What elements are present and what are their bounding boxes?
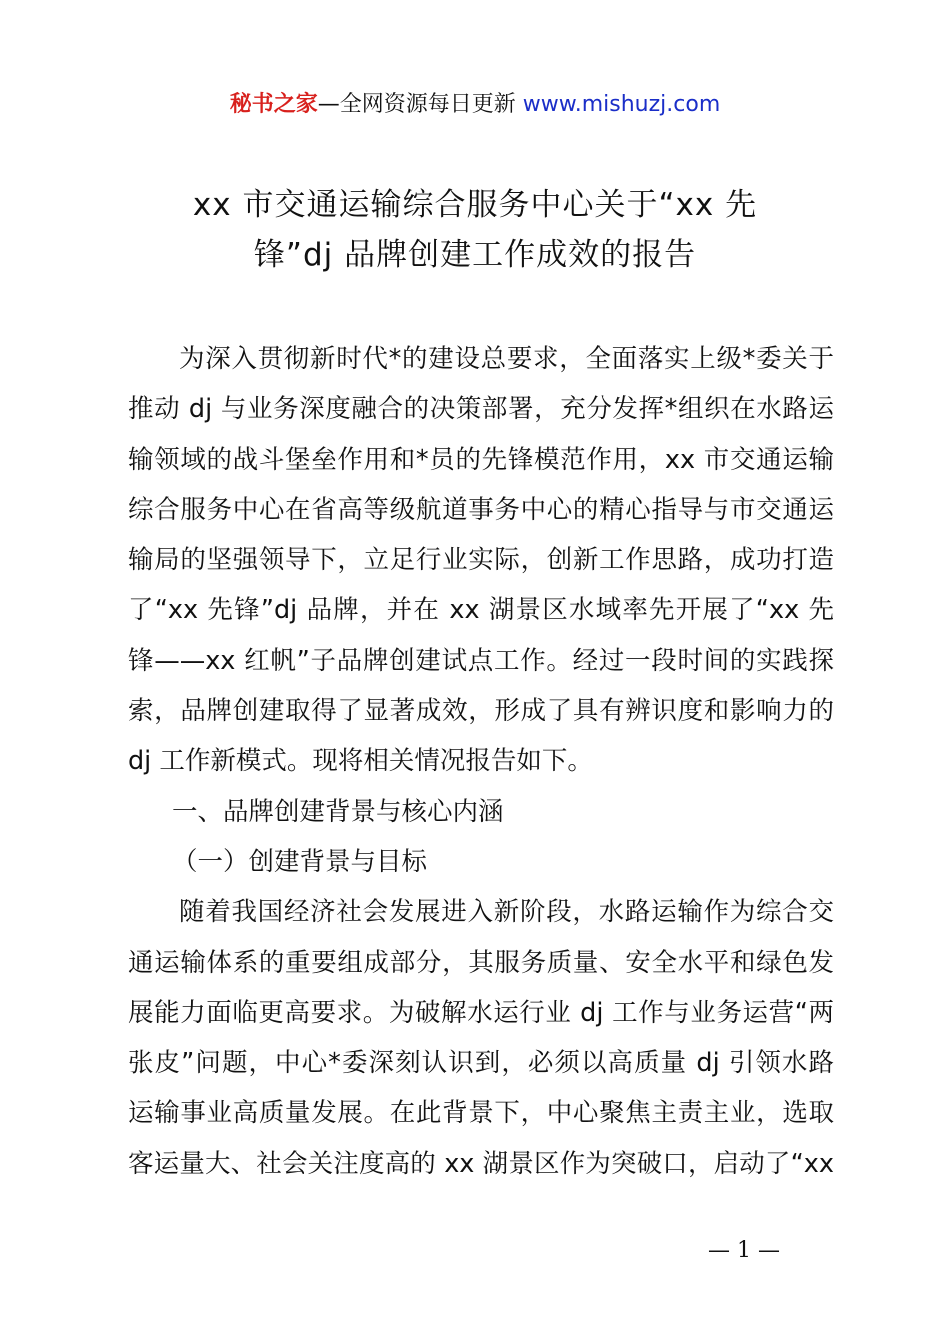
text-line: 随着我国经济社会发展进入新阶段，水路运输作为综合交: [179, 897, 834, 928]
text-line: 索，品牌创建取得了显著成效，形成了具有辨识度和影响力的: [128, 696, 834, 727]
page-number: — 1 —: [708, 1238, 780, 1263]
site-url-link[interactable]: www.mishuzj.com: [522, 92, 721, 117]
text-line: 客运量大、社会关注度高的 xx 湖景区作为突破口，启动了“xx: [128, 1148, 834, 1179]
text-line: 张皮”问题，中心*委深刻认识到，必须以高质量 dj 引领水路: [128, 1048, 834, 1079]
title-line-2: 锋”dj 品牌创建工作成效的报告: [253, 237, 697, 273]
text-line: 运输事业高质量发展。在此背景下，中心聚焦主责主业，选取: [128, 1098, 834, 1129]
text-line: 为深入贯彻新时代*的建设总要求，全面落实上级*委关于: [179, 344, 834, 374]
text-line: 推动 dj 与业务深度融合的决策部署，充分发挥*组织在水路运: [128, 394, 834, 425]
section-heading: 一、品牌创建背景与核心内涵: [172, 796, 504, 827]
text-line: 输领域的战斗堡垒作用和*员的先锋模范作用，xx 市交通运输: [128, 444, 834, 475]
brand-name: 秘书之家: [229, 92, 318, 117]
document-body: [128, 334, 834, 1189]
text-line: dj 工作新模式。现将相关情况报告如下。: [128, 746, 593, 777]
text-line: 了“xx 先锋”dj 品牌，并在 xx 湖景区水域率先开展了“xx 先: [128, 595, 834, 626]
subsection-heading: （一）创建背景与目标: [172, 846, 428, 877]
paragraph-intro: [128, 334, 834, 787]
text-line: 锋——xx 红帆”子品牌创建试点工作。经过一段时间的实践探: [128, 645, 834, 676]
document-title: [120, 180, 830, 280]
paragraph-background: [128, 887, 834, 1189]
text-line: 展能力面临更高要求。为破解水运行业 dj 工作与业务运营“两: [128, 997, 834, 1028]
text-line: 综合服务中心在省高等级航道事务中心的精心指导与市交通运: [128, 494, 834, 525]
title-line-1: xx 市交通运输综合服务中心关于“xx 先: [192, 187, 758, 223]
text-line: 输局的坚强领导下，立足行业实际，创新工作思路，成功打造: [128, 545, 834, 576]
text-line: 通运输体系的重要组成部分，其服务质量、安全水平和绿色发: [128, 947, 834, 978]
site-header: [0, 88, 950, 122]
header-slogan: —全网资源每日更新: [317, 92, 516, 117]
